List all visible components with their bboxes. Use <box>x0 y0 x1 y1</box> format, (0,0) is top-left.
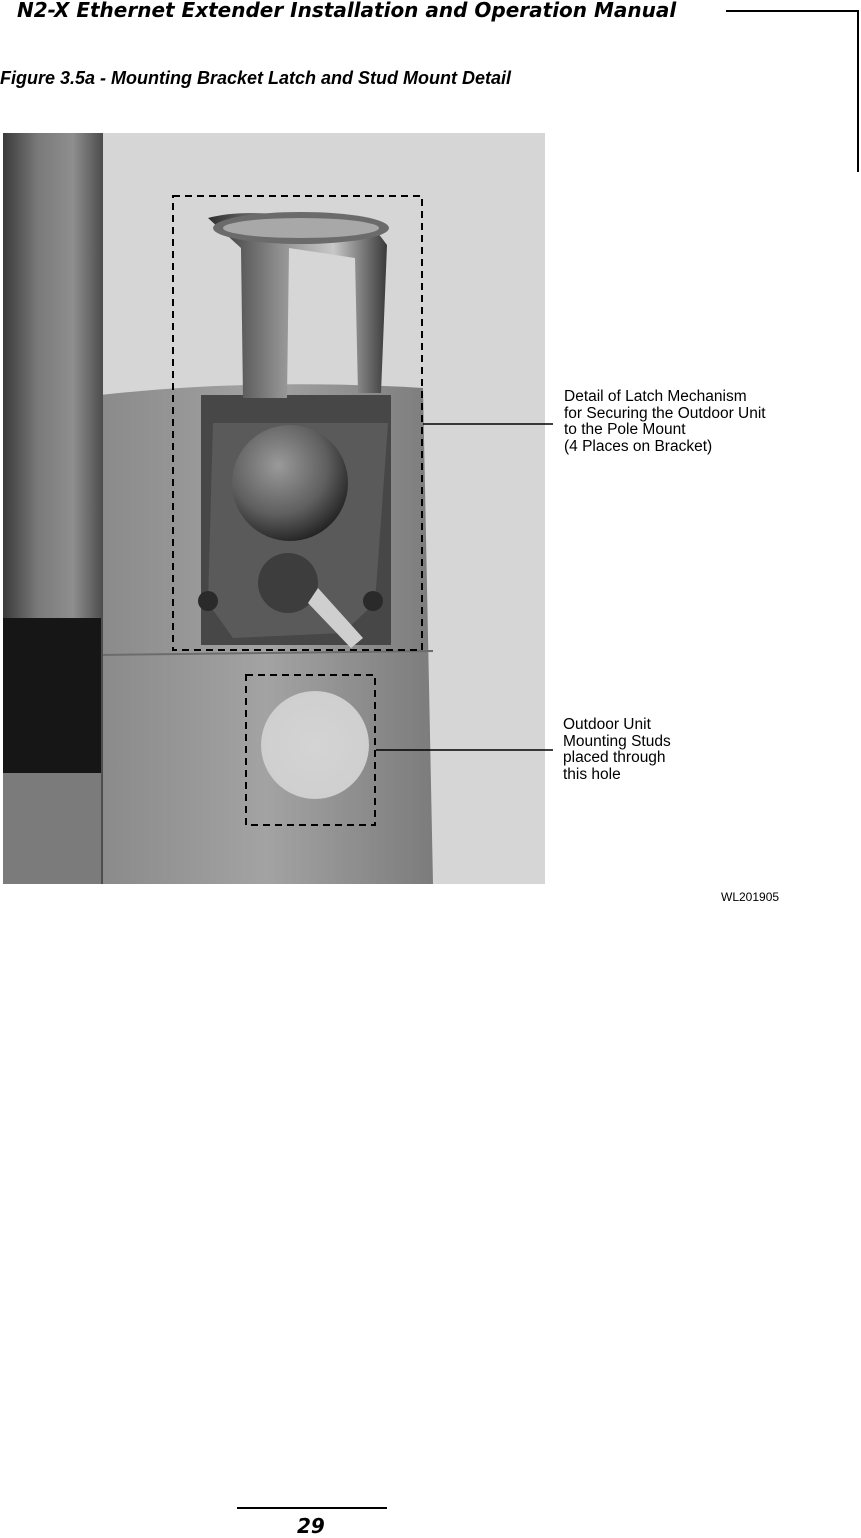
figure-image-id: WL201905 <box>721 890 780 904</box>
callout-line: Detail of Latch Mechanism <box>564 388 747 405</box>
callout-line: (4 Places on Bracket) <box>564 437 713 455</box>
bracket-photo <box>3 133 545 884</box>
figure-caption: Figure 3.5a - Mounting Bracket Latch and Stud Mount Detail <box>0 68 512 88</box>
callout-line: for Securing the Outdoor Unit <box>564 404 766 422</box>
footer-rule <box>237 1507 387 1509</box>
manual-title: N2-X Ethernet Extender Installation and Operation Manual <box>17 0 677 22</box>
callout-line: to the Pole Mount <box>564 421 686 438</box>
mounting-stud-callout <box>563 717 671 783</box>
latch-mechanism-callout <box>564 389 766 455</box>
callout-line: Mounting Studs <box>563 732 671 750</box>
callout-line: Outdoor Unit <box>563 716 651 733</box>
callout-line: this hole <box>563 765 621 783</box>
callout-line: placed through <box>563 749 666 766</box>
page-number: 29 <box>297 1514 325 1538</box>
